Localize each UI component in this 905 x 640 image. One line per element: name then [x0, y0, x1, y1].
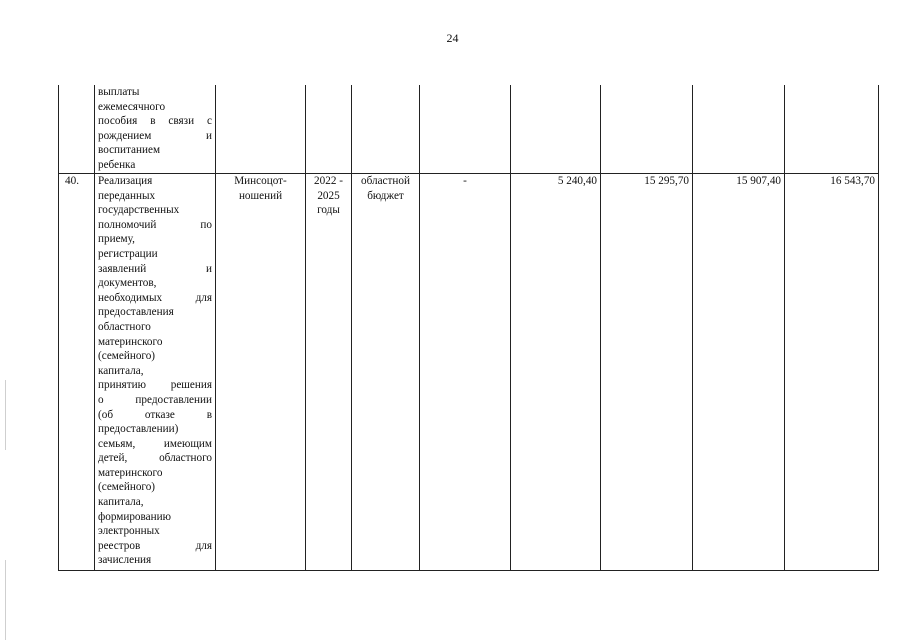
- period-line-1: 2022 -: [314, 175, 343, 187]
- measure-name-line-5: приему,: [98, 233, 135, 246]
- cont-name-line-5: воспитанием: [98, 144, 161, 157]
- cont-num-cell: [59, 85, 95, 174]
- measure-name-line-25: электронных: [98, 525, 160, 538]
- period-cell: [306, 174, 352, 571]
- continued-row: [59, 85, 879, 174]
- measure-name-line-13: (семейного): [98, 350, 156, 363]
- cont-name-line-6: ребенка: [98, 158, 136, 171]
- measure-name-line-12: материнского: [98, 335, 163, 348]
- cont-name-line-4: рождением и: [98, 129, 212, 142]
- measure-name-line-15: принятию решения: [98, 379, 212, 392]
- measure-name: [95, 174, 216, 571]
- measure-name-line-23: капитала,: [98, 496, 144, 509]
- scan-margin-line: [5, 380, 6, 450]
- source-line-2: бюджет: [367, 189, 404, 202]
- measure-name-line-14: капитала,: [98, 364, 144, 377]
- measure-name-line-4: полномочий по: [98, 218, 212, 231]
- measure-name-line-27: зачисления: [98, 554, 152, 567]
- row-number: 40.: [59, 174, 95, 571]
- amount-col7: 5 240,40: [511, 174, 601, 571]
- measure-name-line-22: (семейного): [98, 481, 156, 494]
- period-line-3: годы: [317, 204, 340, 217]
- page-number: 24: [446, 31, 459, 45]
- period-line-2: 2025: [317, 189, 340, 202]
- amount-col9: 15 907,40: [693, 174, 785, 571]
- measure-name-line-19: семьям, имеющим: [98, 437, 212, 450]
- amount-col8: 15 295,70: [601, 174, 693, 571]
- measure-name-line-3: государственных: [98, 204, 180, 217]
- measure-name-line-24: формированию: [98, 510, 171, 523]
- source-line-1: областной: [361, 175, 410, 187]
- cont-name-line-1: выплаты: [98, 86, 140, 98]
- cont-name-cell: [95, 85, 216, 174]
- table-row-40: [59, 174, 879, 571]
- measure-name-line-16: о предоставлении: [98, 393, 212, 406]
- measure-name-line-18: предоставлении): [98, 423, 179, 436]
- scan-margin-line-lower: [5, 560, 6, 640]
- measure-name-line-7: заявлений и: [98, 262, 212, 275]
- measure-name-line-11: областного: [98, 320, 151, 333]
- measure-name-line-6: регистрации: [98, 247, 158, 260]
- measure-name-line-26: реестров для: [98, 539, 212, 552]
- measure-name-line-17: (об отказе в: [98, 408, 212, 421]
- cont-name-line-2: ежемесячного: [98, 100, 166, 113]
- funding-source-cell: [352, 174, 420, 571]
- executor-cell: [216, 174, 306, 571]
- measure-name-line-1: Реализация: [98, 175, 153, 187]
- program-table: [58, 85, 879, 571]
- cont-name-line-3: пособия в связи с: [98, 115, 212, 128]
- measure-name-line-8: документов,: [98, 277, 157, 290]
- measure-name-line-20: детей, областного: [98, 452, 212, 465]
- amount-col10: 16 543,70: [785, 174, 879, 571]
- amount-col6: -: [420, 174, 511, 571]
- measure-name-line-21: материнского: [98, 466, 163, 479]
- measure-name-line-2: переданных: [98, 189, 156, 202]
- measure-name-line-10: предоставления: [98, 306, 174, 319]
- executor-line-1: Минсоцот-: [234, 175, 287, 187]
- executor-line-2: ношений: [238, 189, 283, 202]
- measure-name-line-9: необходимых для: [98, 291, 212, 304]
